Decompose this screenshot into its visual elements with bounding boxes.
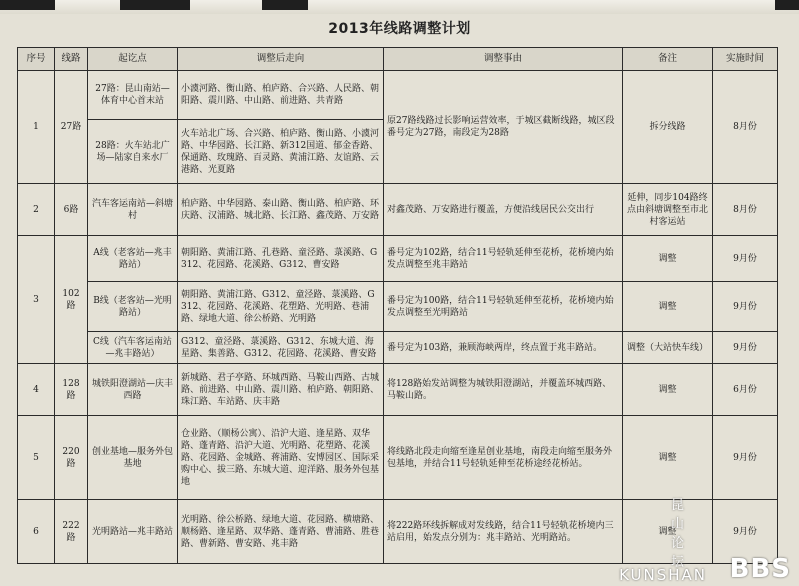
row-route: 新城路、君子亭路、环城西路、马鞍山西路、古城路、前进路、中山路、震川路、柏庐路、朝阳路、珠江路、车站路、庆丰路 <box>178 364 384 416</box>
row-reason: 原27路线路过长影响运营效率，于城区截断线路，城区段番号定为27路，南段定为28路 <box>384 71 623 184</box>
row-route: 仓业路、（顺杨公寓）、沿沪大道、逢星路、双华路、蓬青路、沿沪大道、光明路、花塑路、花溪路、花园路、金城路、蒋浦路、安博园区、国际采购中心、拔三路、东城大道、迎洋路、服务外包基地 <box>178 416 384 500</box>
row-endpoints: 28路：火车站北广场—陆家自来水厂 <box>88 120 178 184</box>
row-note: 调整 <box>623 364 713 416</box>
header-reason: 调整事由 <box>384 48 623 71</box>
row-line: 220路 <box>55 416 88 500</box>
table-row <box>18 364 778 416</box>
row-line: 222路 <box>55 500 88 564</box>
row-time: 9月份 <box>713 282 778 332</box>
header-route: 调整后走向 <box>178 48 384 71</box>
row-reason: 番号定为100路，结合11号轻轨延伸至花桥，花桥境内始发点调整至光明路站 <box>384 282 623 332</box>
row-no: 4 <box>18 364 55 416</box>
route-adjustment-table <box>17 47 778 564</box>
table-row <box>18 184 778 236</box>
row-reason: 番号定为102路，结合11号轻轨延伸至花桥，花桥境内始发点调整至兆丰路站 <box>384 236 623 282</box>
row-endpoints: B线（老客站—光明路站） <box>88 282 178 332</box>
row-route: G312、童泾路、菉溪路、G312、东城大道、海星路、集善路、G312、花园路、花溪路、曹安路 <box>178 332 384 364</box>
row-no: 1 <box>18 71 55 184</box>
header-note: 备注 <box>623 48 713 71</box>
table-row <box>18 332 778 364</box>
row-time: 9月份 <box>713 332 778 364</box>
row-reason: 将128路始发站调整为城铁阳澄湖站，并覆盖环城西路、马鞍山路。 <box>384 364 623 416</box>
row-time: 9月份 <box>713 236 778 282</box>
row-line: 27路 <box>55 71 88 184</box>
header-no: 序号 <box>18 48 55 71</box>
row-route: 火车站北广场、合兴路、柏庐路、衡山路、小澞河路、中华园路、长江路、新312国道、郁金香路、保通路、玫瑰路、百灵路、黄浦江路、友谊路、云港路、光夏路 <box>178 120 384 184</box>
table-row <box>18 236 778 282</box>
row-no: 5 <box>18 416 55 500</box>
row-note: 调整 <box>623 416 713 500</box>
row-endpoints: A线（老客站—兆丰路站） <box>88 236 178 282</box>
row-route: 光明路、徐公桥路、绿地大道、花园路、横塘路、顺杨路、逢星路、双华路、蓬青路、曹浦路、胜巷路、曹新路、曹安路、兆丰路 <box>178 500 384 564</box>
watermark-bbs: BBS <box>729 554 791 584</box>
row-line: 128路 <box>55 364 88 416</box>
table-row <box>18 416 778 500</box>
row-endpoints: C线（汽车客运南站—兆丰路站） <box>88 332 178 364</box>
row-note: 延伸，同步104路终点由斜塘调整至市北村客运站 <box>623 184 713 236</box>
row-note: 调整 <box>623 236 713 282</box>
page-title: 2013年线路调整计划 <box>328 21 471 37</box>
row-endpoints: 汽车客运南站—斜塘村 <box>88 184 178 236</box>
row-no: 2 <box>18 184 55 236</box>
row-endpoints: 城铁阳澄湖站—庆丰西路 <box>88 364 178 416</box>
table-row <box>18 500 778 564</box>
row-note: 拆分线路 <box>623 71 713 184</box>
row-time: 9月份 <box>713 500 778 564</box>
row-time: 9月份 <box>713 416 778 500</box>
row-line: 6路 <box>55 184 88 236</box>
row-reason: 番号定为103路，兼顾海峡两岸，终点置于兆丰路站。 <box>384 332 623 364</box>
row-note: 调整 <box>623 500 713 564</box>
row-endpoints: 27路：昆山南站—体育中心首末站 <box>88 71 178 120</box>
row-endpoints: 创业基地—服务外包基地 <box>88 416 178 500</box>
row-line: 102路 <box>55 236 88 364</box>
header-line: 线路 <box>55 48 88 71</box>
row-no: 6 <box>18 500 55 564</box>
row-reason: 将222路环线拆解成对发线路，结合11号轻轨花桥境内三站启用，始发点分别为：兆丰路站、光明路站。 <box>384 500 623 564</box>
row-time: 8月份 <box>713 184 778 236</box>
row-route: 朝阳路、黄浦江路、G312、童泾路、菉溪路、G312、花园路、花溪路、花塑路、光明路、巷浦路、绿地大道、徐公桥路、光明路 <box>178 282 384 332</box>
row-time: 6月份 <box>713 364 778 416</box>
row-reason: 对鑫茂路、万安路进行覆盖，方便沿线居民公交出行 <box>384 184 623 236</box>
newspaper-top-strip <box>0 0 799 14</box>
table-header-row <box>18 48 778 71</box>
table-row <box>18 71 778 120</box>
watermark-en: KUNSHAN <box>619 566 707 584</box>
row-no: 3 <box>18 236 55 364</box>
row-route: 小澞河路、衡山路、柏庐路、合兴路、人民路、朝阳路、震川路、中山路、前进路、共青路 <box>178 71 384 120</box>
header-time: 实施时间 <box>713 48 778 71</box>
row-route: 柏庐路、中华园路、泰山路、衡山路、柏庐路、环庆路、汉浦路、城北路、长江路、鑫茂路、万安路 <box>178 184 384 236</box>
watermark-cn: 昆山论坛 <box>670 498 685 570</box>
header-endpoints: 起讫点 <box>88 48 178 71</box>
row-endpoints: 光明路站—兆丰路站 <box>88 500 178 564</box>
row-time: 8月份 <box>713 71 778 184</box>
row-note: 调整（大站快车线） <box>623 332 713 364</box>
row-note: 调整 <box>623 282 713 332</box>
row-route: 朝阳路、黄浦江路、孔巷路、童泾路、菉溪路、G312、花园路、花溪路、G312、曹安路 <box>178 236 384 282</box>
table-row <box>18 282 778 332</box>
row-reason: 将线路北段走向缩至逢星创业基地，南段走向缩至服务外包基地，并结合11号轻轨延伸至花桥途经花桥站。 <box>384 416 623 500</box>
